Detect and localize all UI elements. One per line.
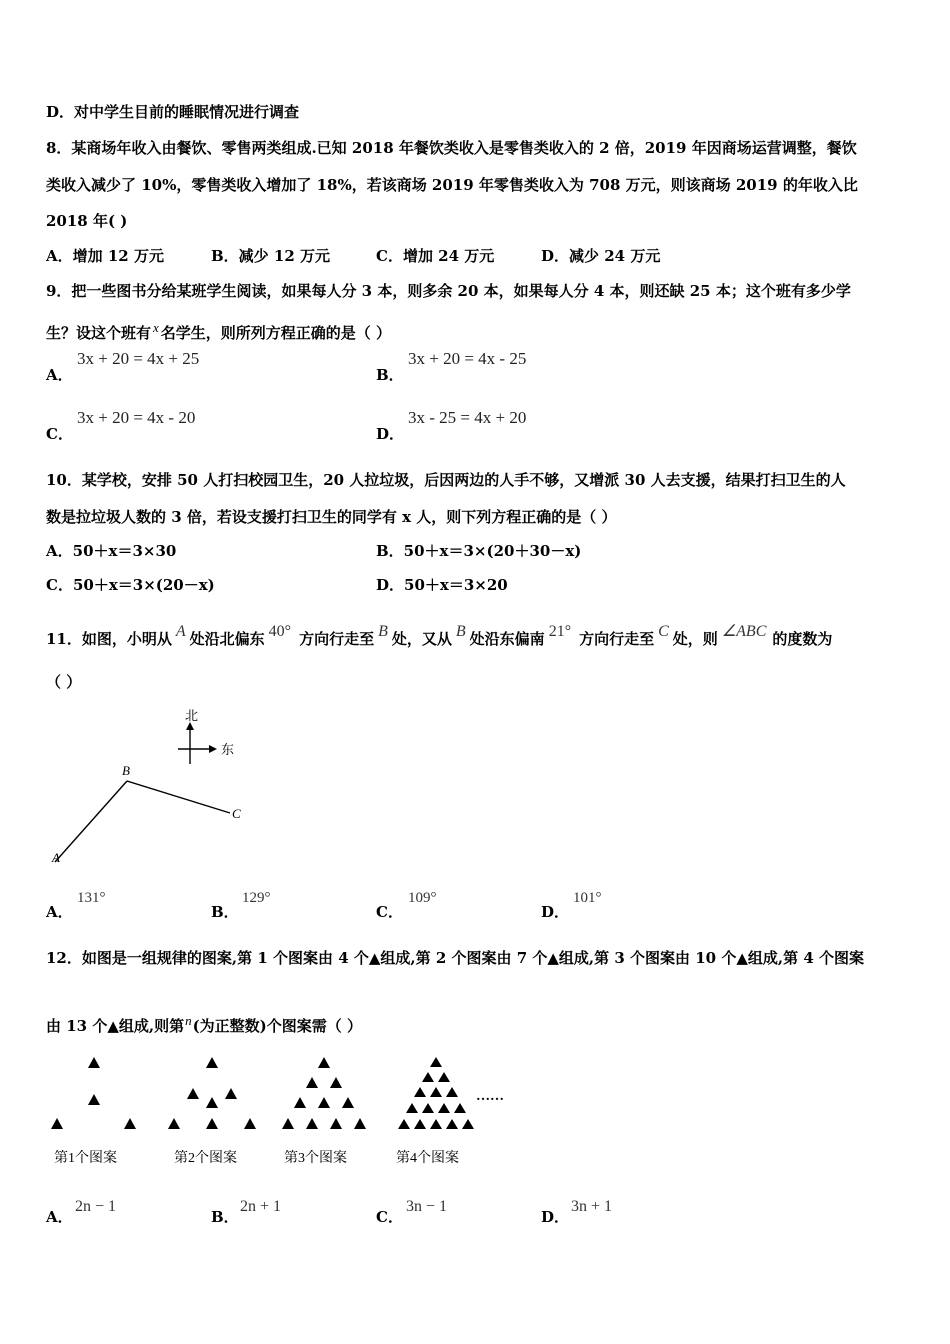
- segment-ab: [55, 781, 127, 862]
- triangle-icon: [398, 1119, 410, 1129]
- q12-line2-end: (为正整数)个图案需（ ）: [192, 1017, 362, 1035]
- q10-option-b: B．50＋x＝3×(20＋30－x): [376, 542, 582, 560]
- q9-option-c-equation: 3x + 20 = 4x - 20: [77, 408, 196, 427]
- q11-point-a: A: [175, 623, 186, 640]
- triangle-icon: [88, 1094, 100, 1105]
- q8-line2: 类收入减少了 10%，零售类收入增加了 18%，若该商场 2019 年零售类收入为 708 万元，则该商场 2019 的年收入比: [46, 176, 858, 194]
- triangle-icon: [406, 1103, 418, 1113]
- triangle-icon: [282, 1118, 294, 1129]
- q10-option-d: D．50＋x＝3×20: [376, 576, 508, 594]
- q12-option-c-label: C．: [376, 1208, 403, 1226]
- q9-option-c-label: C．: [46, 425, 73, 443]
- q11-text-7: 处，则: [672, 630, 718, 648]
- q12-option-b-formula: 2n + 1: [240, 1198, 282, 1215]
- q8-line1: 8．某商场年收入由餐饮、零售两类组成.已知 2018 年餐饮类收入是零售类收入的 2 倍，2019 年因商场运营调整，餐饮: [46, 139, 857, 157]
- triangle-icon: [454, 1103, 466, 1113]
- point-b-label: B: [122, 763, 130, 778]
- q12-line2-start: 由 13 个▲组成,则第: [46, 1017, 185, 1035]
- triangle-icon: [430, 1087, 442, 1097]
- q11-option-d-label: D．: [541, 903, 570, 921]
- triangle-icon: [124, 1118, 136, 1129]
- pattern-1-caption: 第1个图案: [54, 1151, 117, 1166]
- q9-line2-start: 生？设这个班有: [46, 324, 152, 342]
- q12-option-c-formula: 3n − 1: [406, 1198, 448, 1215]
- q11-option-c-value: 109°: [408, 890, 437, 906]
- q9-line2: [46, 318, 391, 343]
- triangle-icon: [430, 1119, 442, 1129]
- triangle-icon: [414, 1119, 426, 1129]
- q10-line1: 10．某学校，安排 50 人打扫校园卫生，20 人拉垃圾，后因两边的人手不够，又增派 30 人去支援，结果打扫卫生的人: [46, 471, 846, 489]
- triangle-icon: [438, 1103, 450, 1113]
- triangle-icon: [342, 1097, 354, 1108]
- east-arrow-icon: [209, 745, 217, 753]
- q10-line2: 数是拉垃圾人数的 3 倍，若设支援打扫卫生的同学有 x 人，则下列方程正确的是（ ）: [46, 508, 617, 526]
- triangle-icon: [206, 1097, 218, 1108]
- pattern-3-caption: 第3个图案: [284, 1151, 347, 1166]
- q11-option-b-value: 129°: [242, 890, 271, 906]
- triangle-icon: [244, 1118, 256, 1129]
- triangle-icon: [51, 1118, 63, 1129]
- north-arrow-icon: [186, 722, 194, 730]
- q11-answer-paren: （ ）: [46, 673, 82, 691]
- triangle-icon: [414, 1087, 426, 1097]
- q11-option-b-label: B．: [211, 903, 239, 921]
- q11-text-3: 方向行走至: [299, 630, 375, 648]
- triangle-icon: [330, 1118, 342, 1129]
- triangle-icon: [168, 1118, 180, 1129]
- q12-line1: 12．如图是一组规律的图案,第 1 个图案由 4 个▲组成,第 2 个图案由 7 个▲组成,第 3 个图案由 10 个▲组成,第 4 个图案: [46, 949, 864, 967]
- q12-line2: [46, 1011, 362, 1036]
- point-a-label: A: [52, 850, 60, 865]
- q9-line2-end: 名学生，则所列方程正确的是（ ）: [160, 324, 392, 342]
- q11-option-a-value: 131°: [77, 890, 106, 906]
- triangle-icon: [294, 1097, 306, 1108]
- q12-variable: n: [185, 1013, 192, 1028]
- q11-text-1: 11．如图，小明从: [46, 630, 172, 648]
- triangle-icon: [354, 1118, 366, 1129]
- q11-angle-21: 21°: [548, 623, 572, 640]
- north-label: 北: [185, 708, 199, 723]
- q11-point-b-2: B: [455, 623, 466, 640]
- q11-option-c-label: C．: [376, 903, 403, 921]
- q11-line1: [46, 622, 832, 649]
- q11-point-b: B: [378, 623, 388, 640]
- q11-text-5: 处沿东偏南: [469, 630, 545, 648]
- q8-option-b: B．减少 12 万元: [211, 247, 330, 265]
- triangle-icon: [438, 1072, 450, 1082]
- q8-option-a: A．增加 12 万元: [46, 247, 164, 265]
- pattern-4: [398, 1057, 474, 1129]
- east-label: 东: [221, 742, 235, 757]
- continuation-dots: ……: [476, 1089, 504, 1104]
- pattern-2-caption: 第2个图案: [174, 1151, 237, 1166]
- pattern-1: [51, 1057, 136, 1129]
- triangle-icon: [206, 1118, 218, 1129]
- triangle-icon: [225, 1088, 237, 1099]
- triangle-icon: [306, 1118, 318, 1129]
- q11-option-d-value: 101°: [573, 890, 602, 906]
- q9-option-a-label: A．: [46, 366, 73, 384]
- q11-angle-abc: ∠ABC: [721, 623, 767, 640]
- q9-option-a-equation: 3x + 20 = 4x + 25: [77, 349, 200, 368]
- option-d-previous: D．对中学生目前的睡眠情况进行调查: [46, 103, 300, 121]
- q8-option-c: C．增加 24 万元: [376, 247, 495, 265]
- q12-option-d-formula: 3n + 1: [571, 1198, 613, 1215]
- q9-option-b-label: B．: [376, 366, 404, 384]
- q9-variable: x: [153, 320, 159, 335]
- triangle-icon: [306, 1077, 318, 1088]
- triangle-icon: [430, 1057, 442, 1067]
- q8-line3: 2018 年( ): [46, 212, 128, 230]
- q12-option-a-label: A．: [46, 1208, 73, 1226]
- triangle-icon: [446, 1119, 458, 1129]
- q11-text-4: 处，又从: [391, 630, 452, 648]
- triangle-icon: [187, 1088, 199, 1099]
- triangle-icon: [422, 1103, 434, 1113]
- q9-option-b-equation: 3x + 20 = 4x - 25: [408, 349, 527, 368]
- pattern-4-caption: 第4个图案: [396, 1151, 459, 1166]
- pattern-2: [168, 1057, 256, 1129]
- q11-text-8: 的度数为: [772, 630, 833, 648]
- q11-angle-40: 40°: [268, 623, 292, 640]
- q10-option-a: A．50＋x＝3×30: [46, 542, 177, 560]
- q11-point-c: C: [658, 623, 669, 640]
- q12-option-a-formula: 2n − 1: [75, 1198, 117, 1215]
- q11-text-6: 方向行走至: [579, 630, 655, 648]
- q11-option-a-label: A．: [46, 903, 73, 921]
- q11-text-2: 处沿北偏东: [189, 630, 265, 648]
- q12-option-b-label: B．: [211, 1208, 239, 1226]
- triangle-icon: [88, 1057, 100, 1068]
- triangle-icon: [318, 1057, 330, 1068]
- q12-option-d-label: D．: [541, 1208, 570, 1226]
- q11-direction-figure: [40, 700, 270, 870]
- point-c-label: C: [232, 806, 241, 821]
- q9-line1: 9．把一些图书分给某班学生阅读，如果每人分 3 本，则多余 20 本，如果每人分 4 本，则还缺 25 本；这个班有多少学: [46, 282, 851, 300]
- q10-option-c: C．50＋x＝3×(20－x): [46, 576, 215, 594]
- triangle-icon: [462, 1119, 474, 1129]
- triangle-icon: [330, 1077, 342, 1088]
- q9-option-d-label: D．: [376, 425, 405, 443]
- q12-pattern-figure: [44, 1050, 534, 1175]
- triangle-icon: [206, 1057, 218, 1068]
- triangle-icon: [318, 1097, 330, 1108]
- pattern-3: [282, 1057, 366, 1129]
- segment-bc: [127, 781, 230, 813]
- triangle-icon: [422, 1072, 434, 1082]
- q9-option-d-equation: 3x - 25 = 4x + 20: [408, 408, 527, 427]
- triangle-icon: [446, 1087, 458, 1097]
- q8-option-d: D．减少 24 万元: [541, 247, 661, 265]
